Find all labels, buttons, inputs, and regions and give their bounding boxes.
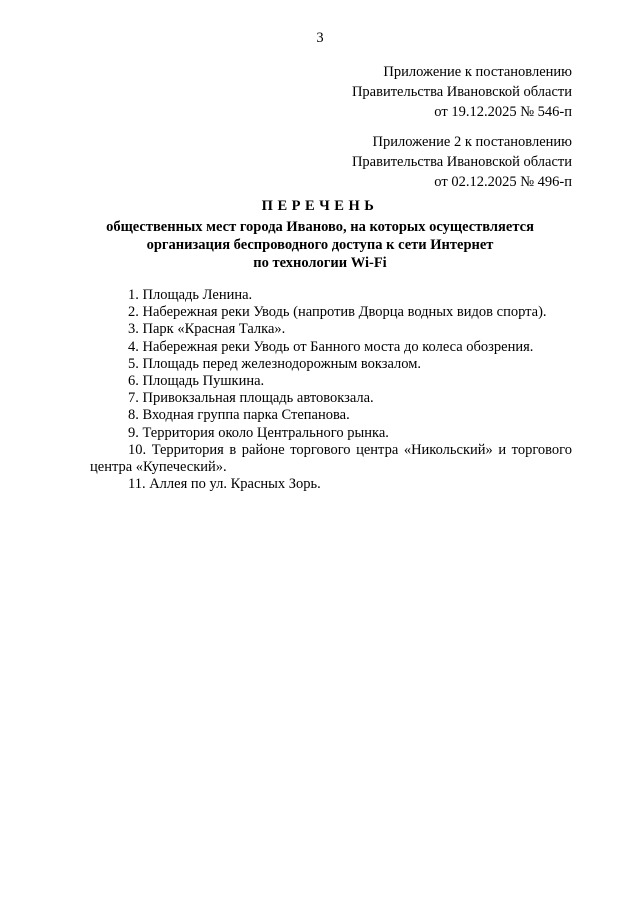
annex-1-line-2: Правительства Ивановской области xyxy=(351,84,572,100)
list-item: 6. Площадь Пушкина. xyxy=(128,373,265,390)
places-list xyxy=(90,287,572,493)
list-item: 3. Парк «Красная Талка». xyxy=(128,321,286,338)
subtitle-line-1: общественных мест города Иваново, на которых осуществляется xyxy=(106,219,534,235)
list-item: 8. Входная группа парка Степанова. xyxy=(128,407,350,424)
list-item: 5. Площадь перед железнодорожным вокзалом. xyxy=(128,355,422,372)
list-item: 9. Территория около Центрального рынка. xyxy=(128,424,389,441)
document-subtitle xyxy=(80,218,560,272)
list-item: 10. Территория в районе торгового центра «Никольский» и торгового центра «Купеческий». xyxy=(90,441,572,476)
list-item: 4. Набережная реки Уводь от Банного моста до колеса обозрения. xyxy=(128,338,534,355)
annex-2-line-3: от 02.12.2025 № 496-п xyxy=(434,174,572,190)
document-title: ПЕРЕЧЕНЬ xyxy=(261,198,379,214)
list-item: 7. Привокзальная площадь автовокзала. xyxy=(128,390,374,407)
subtitle-line-3: по технологии Wi-Fi xyxy=(253,255,387,271)
list-item: 2. Набережная реки Уводь (напротив Дворца водных видов спорта). xyxy=(128,304,547,321)
page-number: 3 xyxy=(316,30,324,46)
annex-1-line-3: от 19.12.2025 № 546-п xyxy=(434,104,572,120)
list-item: 1. Площадь Ленина. xyxy=(128,287,253,303)
list-item: 11. Аллея по ул. Красных Зорь. xyxy=(128,476,321,493)
annex-header-2 xyxy=(352,132,572,192)
annex-header-1 xyxy=(352,62,572,122)
annex-2-line-2: Правительства Ивановской области xyxy=(351,154,572,170)
annex-2-line-1: Приложение 2 к постановлению xyxy=(372,134,572,150)
annex-1-line-1: Приложение к постановлению xyxy=(383,64,572,80)
subtitle-line-2: организация беспроводного доступа к сети Интернет xyxy=(146,237,494,253)
